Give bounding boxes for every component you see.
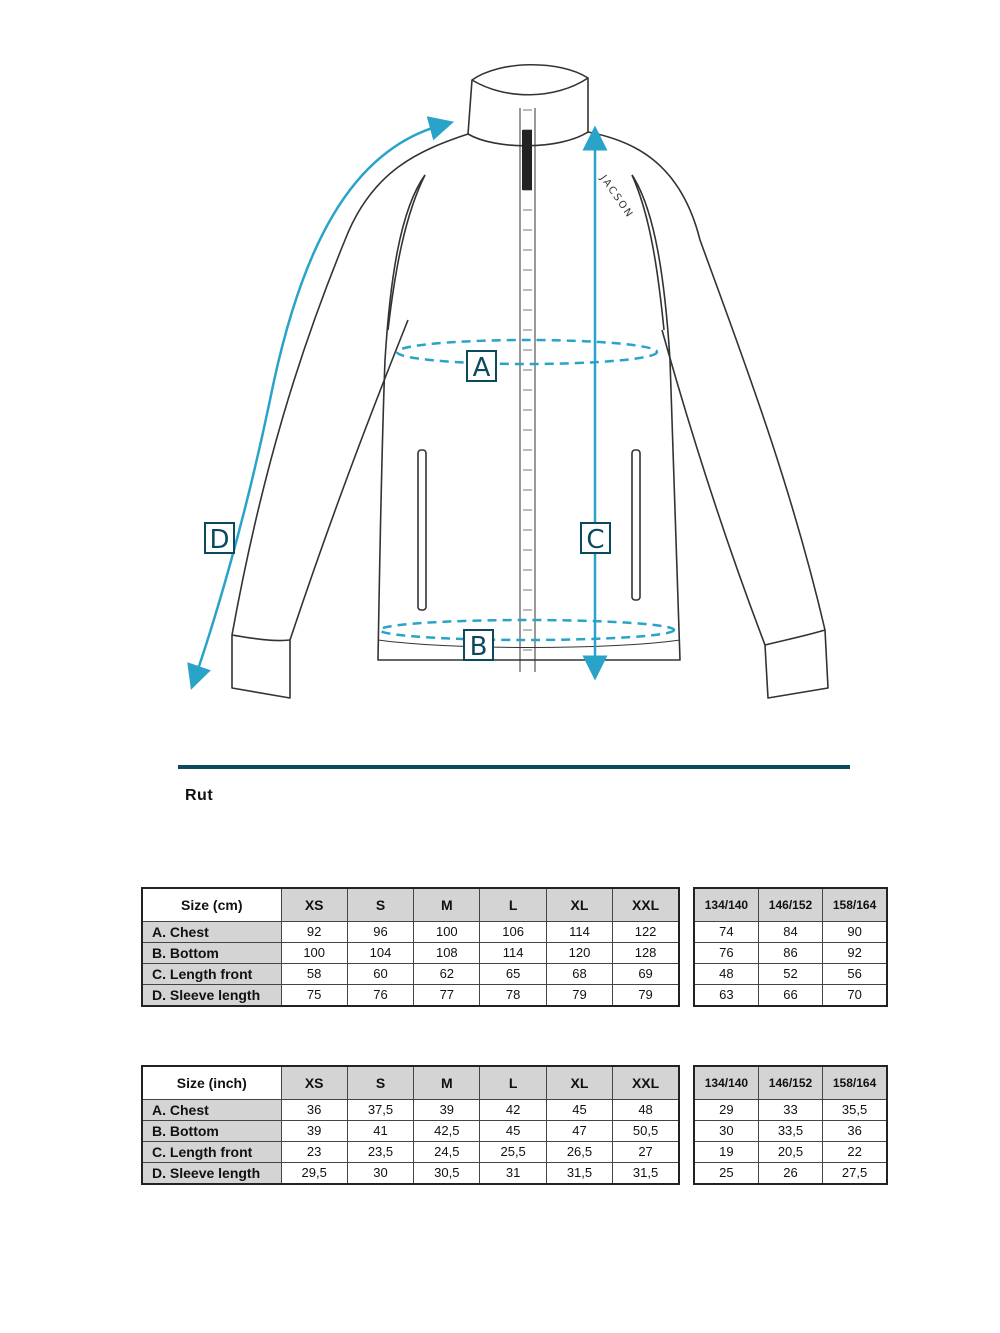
size-header: 158/164 bbox=[823, 888, 887, 922]
table-cell: 62 bbox=[414, 964, 480, 985]
table-row bbox=[694, 1121, 887, 1142]
size-table-cm-kids bbox=[693, 887, 888, 1007]
table-cell: 74 bbox=[694, 922, 758, 943]
table-cell: 78 bbox=[480, 985, 546, 1007]
table-cell: 41 bbox=[347, 1121, 413, 1142]
table-cell: 128 bbox=[613, 943, 679, 964]
table-row bbox=[694, 1163, 887, 1185]
table-cell: 58 bbox=[281, 964, 347, 985]
table-cell: 92 bbox=[281, 922, 347, 943]
table-cell: 114 bbox=[546, 922, 612, 943]
size-header: L bbox=[480, 1066, 546, 1100]
table-cell: 48 bbox=[694, 964, 758, 985]
table-cell: 68 bbox=[546, 964, 612, 985]
table-cell: 36 bbox=[281, 1100, 347, 1121]
row-label: C. Length front bbox=[142, 964, 281, 985]
row-label: B. Bottom bbox=[142, 943, 281, 964]
table-cell: 25,5 bbox=[480, 1142, 546, 1163]
table-row bbox=[694, 1142, 887, 1163]
table-cell: 42,5 bbox=[414, 1121, 480, 1142]
table-cell: 35,5 bbox=[823, 1100, 887, 1121]
table-cell: 69 bbox=[613, 964, 679, 985]
table-row bbox=[142, 985, 679, 1007]
table-cell: 27,5 bbox=[823, 1163, 887, 1185]
table-row bbox=[142, 943, 679, 964]
size-header: S bbox=[347, 888, 413, 922]
measure-guides bbox=[195, 125, 674, 678]
table-cell: 36 bbox=[823, 1121, 887, 1142]
size-header: L bbox=[480, 888, 546, 922]
table-cell: 45 bbox=[480, 1121, 546, 1142]
table-cell: 52 bbox=[758, 964, 822, 985]
svg-text:B: B bbox=[469, 632, 488, 662]
svg-text:C: C bbox=[586, 525, 605, 555]
header-row bbox=[142, 1066, 679, 1100]
table-row bbox=[694, 985, 887, 1007]
table-cell: 106 bbox=[480, 922, 546, 943]
table-cell: 76 bbox=[694, 943, 758, 964]
table-cell: 22 bbox=[823, 1142, 887, 1163]
table-cell: 23 bbox=[281, 1142, 347, 1163]
table-row bbox=[142, 964, 679, 985]
row-label: A. Chest bbox=[142, 922, 281, 943]
table-cell: 104 bbox=[347, 943, 413, 964]
size-header: XS bbox=[281, 888, 347, 922]
table-row bbox=[142, 922, 679, 943]
header-row bbox=[142, 888, 679, 922]
label-b bbox=[464, 630, 493, 662]
table-row bbox=[142, 1121, 679, 1142]
table-cell: 48 bbox=[613, 1100, 679, 1121]
table-row bbox=[694, 964, 887, 985]
sleeve-length-arrow bbox=[195, 125, 442, 678]
table-cell: 114 bbox=[480, 943, 546, 964]
row-label: D. Sleeve length bbox=[142, 1163, 281, 1185]
table-cell: 31,5 bbox=[613, 1163, 679, 1185]
row-label: B. Bottom bbox=[142, 1121, 281, 1142]
size-header: 146/152 bbox=[758, 888, 822, 922]
table-cell: 39 bbox=[414, 1100, 480, 1121]
table-cell: 50,5 bbox=[613, 1121, 679, 1142]
size-header: S bbox=[347, 1066, 413, 1100]
table-cell: 90 bbox=[823, 922, 887, 943]
table-corner-label: Size (inch) bbox=[142, 1066, 281, 1100]
size-header: 134/140 bbox=[694, 888, 758, 922]
table-cell: 25 bbox=[694, 1163, 758, 1185]
size-header: XL bbox=[546, 1066, 612, 1100]
table-cell: 30 bbox=[694, 1121, 758, 1142]
table-cell: 23,5 bbox=[347, 1142, 413, 1163]
table-row bbox=[694, 922, 887, 943]
label-d bbox=[205, 523, 234, 555]
table-cell: 45 bbox=[546, 1100, 612, 1121]
table-cell: 60 bbox=[347, 964, 413, 985]
table-cell: 30 bbox=[347, 1163, 413, 1185]
table-cell: 66 bbox=[758, 985, 822, 1007]
svg-text:D: D bbox=[209, 525, 230, 555]
chest-measure-ellipse bbox=[397, 340, 657, 364]
size-table-inch-adult bbox=[141, 1065, 680, 1185]
table-cell: 24,5 bbox=[414, 1142, 480, 1163]
brand-logo: JACSON bbox=[597, 173, 636, 221]
table-cell: 27 bbox=[613, 1142, 679, 1163]
table-corner-label: Size (cm) bbox=[142, 888, 281, 922]
table-cell: 92 bbox=[823, 943, 887, 964]
table-cell: 30,5 bbox=[414, 1163, 480, 1185]
size-header: 146/152 bbox=[758, 1066, 822, 1100]
table-cell: 79 bbox=[613, 985, 679, 1007]
table-cell: 33,5 bbox=[758, 1121, 822, 1142]
row-label: C. Length front bbox=[142, 1142, 281, 1163]
table-cell: 26,5 bbox=[546, 1142, 612, 1163]
zip-teeth bbox=[523, 110, 532, 650]
table-cell: 19 bbox=[694, 1142, 758, 1163]
header-row bbox=[694, 1066, 887, 1100]
row-label: A. Chest bbox=[142, 1100, 281, 1121]
table-cell: 120 bbox=[546, 943, 612, 964]
size-table-inch-kids bbox=[693, 1065, 888, 1185]
label-c bbox=[581, 523, 610, 555]
table-cell: 100 bbox=[281, 943, 347, 964]
zip-puller bbox=[522, 130, 532, 190]
table-cell: 84 bbox=[758, 922, 822, 943]
table-cell: 70 bbox=[823, 985, 887, 1007]
table-cell: 65 bbox=[480, 964, 546, 985]
table-cell: 29 bbox=[694, 1100, 758, 1121]
table-cell: 37,5 bbox=[347, 1100, 413, 1121]
product-name: Rut bbox=[185, 787, 214, 804]
table-cell: 31,5 bbox=[546, 1163, 612, 1185]
table-cell: 47 bbox=[546, 1121, 612, 1142]
size-header: 134/140 bbox=[694, 1066, 758, 1100]
table-row bbox=[142, 1100, 679, 1121]
header-row bbox=[694, 888, 887, 922]
table-row bbox=[694, 1100, 887, 1121]
table-cell: 122 bbox=[613, 922, 679, 943]
table-cell: 108 bbox=[414, 943, 480, 964]
table-row bbox=[142, 1142, 679, 1163]
label-a bbox=[467, 351, 496, 383]
row-label: D. Sleeve length bbox=[142, 985, 281, 1007]
table-row bbox=[142, 1163, 679, 1185]
table-cell: 20,5 bbox=[758, 1142, 822, 1163]
size-header: M bbox=[414, 888, 480, 922]
table-cell: 86 bbox=[758, 943, 822, 964]
size-header: M bbox=[414, 1066, 480, 1100]
size-header: XS bbox=[281, 1066, 347, 1100]
size-header: XXL bbox=[613, 1066, 679, 1100]
table-cell: 56 bbox=[823, 964, 887, 985]
table-cell: 75 bbox=[281, 985, 347, 1007]
table-cell: 96 bbox=[347, 922, 413, 943]
table-cell: 79 bbox=[546, 985, 612, 1007]
section-divider bbox=[178, 765, 850, 769]
table-cell: 42 bbox=[480, 1100, 546, 1121]
table-cell: 77 bbox=[414, 985, 480, 1007]
table-cell: 29,5 bbox=[281, 1163, 347, 1185]
size-header: 158/164 bbox=[823, 1066, 887, 1100]
size-header: XXL bbox=[613, 888, 679, 922]
table-cell: 31 bbox=[480, 1163, 546, 1185]
table-cell: 63 bbox=[694, 985, 758, 1007]
table-cell: 100 bbox=[414, 922, 480, 943]
table-cell: 39 bbox=[281, 1121, 347, 1142]
table-cell: 33 bbox=[758, 1100, 822, 1121]
size-header: XL bbox=[546, 888, 612, 922]
table-cell: 76 bbox=[347, 985, 413, 1007]
table-row bbox=[694, 943, 887, 964]
size-table-cm-adult bbox=[141, 887, 680, 1007]
table-cell: 26 bbox=[758, 1163, 822, 1185]
svg-text:A: A bbox=[472, 353, 491, 383]
